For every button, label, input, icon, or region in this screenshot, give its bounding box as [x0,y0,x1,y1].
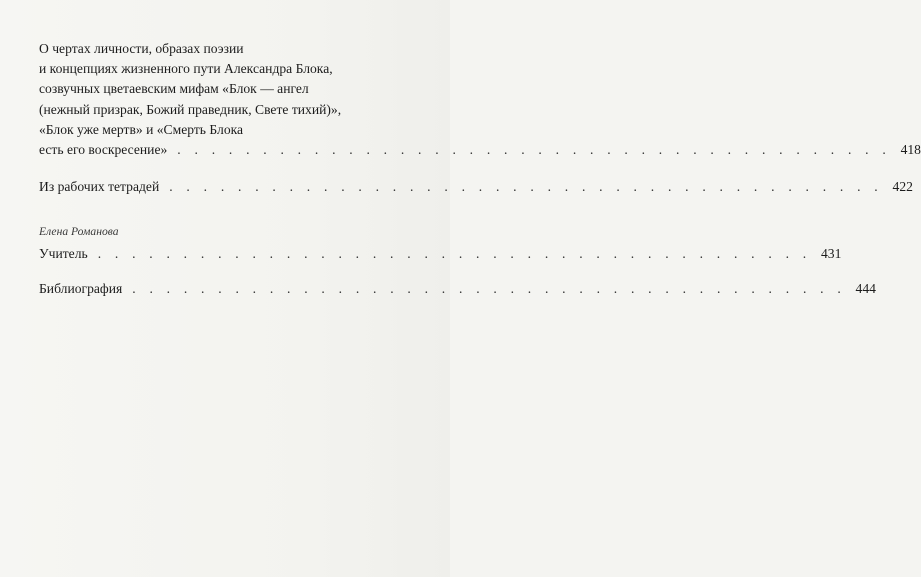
toc-page-number: 422 [892,179,913,195]
toc-author-name: Елена Романова [39,225,119,239]
toc-entry-teacher[interactable] [39,244,842,264]
toc-entry-title: Библиография [39,280,123,296]
table-of-contents [39,39,921,299]
toc-page-number: 431 [820,246,842,262]
toc-entry-title-line: «Блок уже мертв» и «Смерть Блока [39,121,244,137]
dot-leader: . . . . . . . . . . . . . . . . . . . . . . . . . . . . . . . . . . . . . . . . . . [177,142,891,158]
toc-entry-title: Из рабочих тетрадей [39,179,160,195]
toc-entry-title-line: (нежный призрак, Божий праведник, Свете тихий)», [39,101,342,117]
toc-entry-title-line: и концепциях жизненного пути Александра Блока, [39,61,333,77]
toc-entry-title-line: есть его воскресение» [39,142,168,158]
toc-entry-title: Учитель [39,246,88,262]
toc-entry-notebooks[interactable] [39,177,913,197]
dot-leader: . . . . . . . . . . . . . . . . . . . . . . . . . . . . . . . . . . . . . . . . . . [97,246,812,262]
toc-page-number: 444 [855,280,876,296]
toc-entry-title-line: О чертах личности, образах поэзии [39,41,244,56]
dot-leader: . . . . . . . . . . . . . . . . . . . . . . . . . . . . . . . . . . . . . . . . . . [132,280,846,296]
toc-entry-title-line: созвучных цветаевским мифам «Блок — ангел [39,81,309,97]
toc-page-number: 418 [900,142,921,158]
toc-entry-bibliography[interactable] [39,279,876,299]
dot-leader: . . . . . . . . . . . . . . . . . . . . . . . . . . . . . . . . . . . . . . . . . . [169,179,883,195]
toc-entry-blok-myths[interactable] [39,39,921,160]
